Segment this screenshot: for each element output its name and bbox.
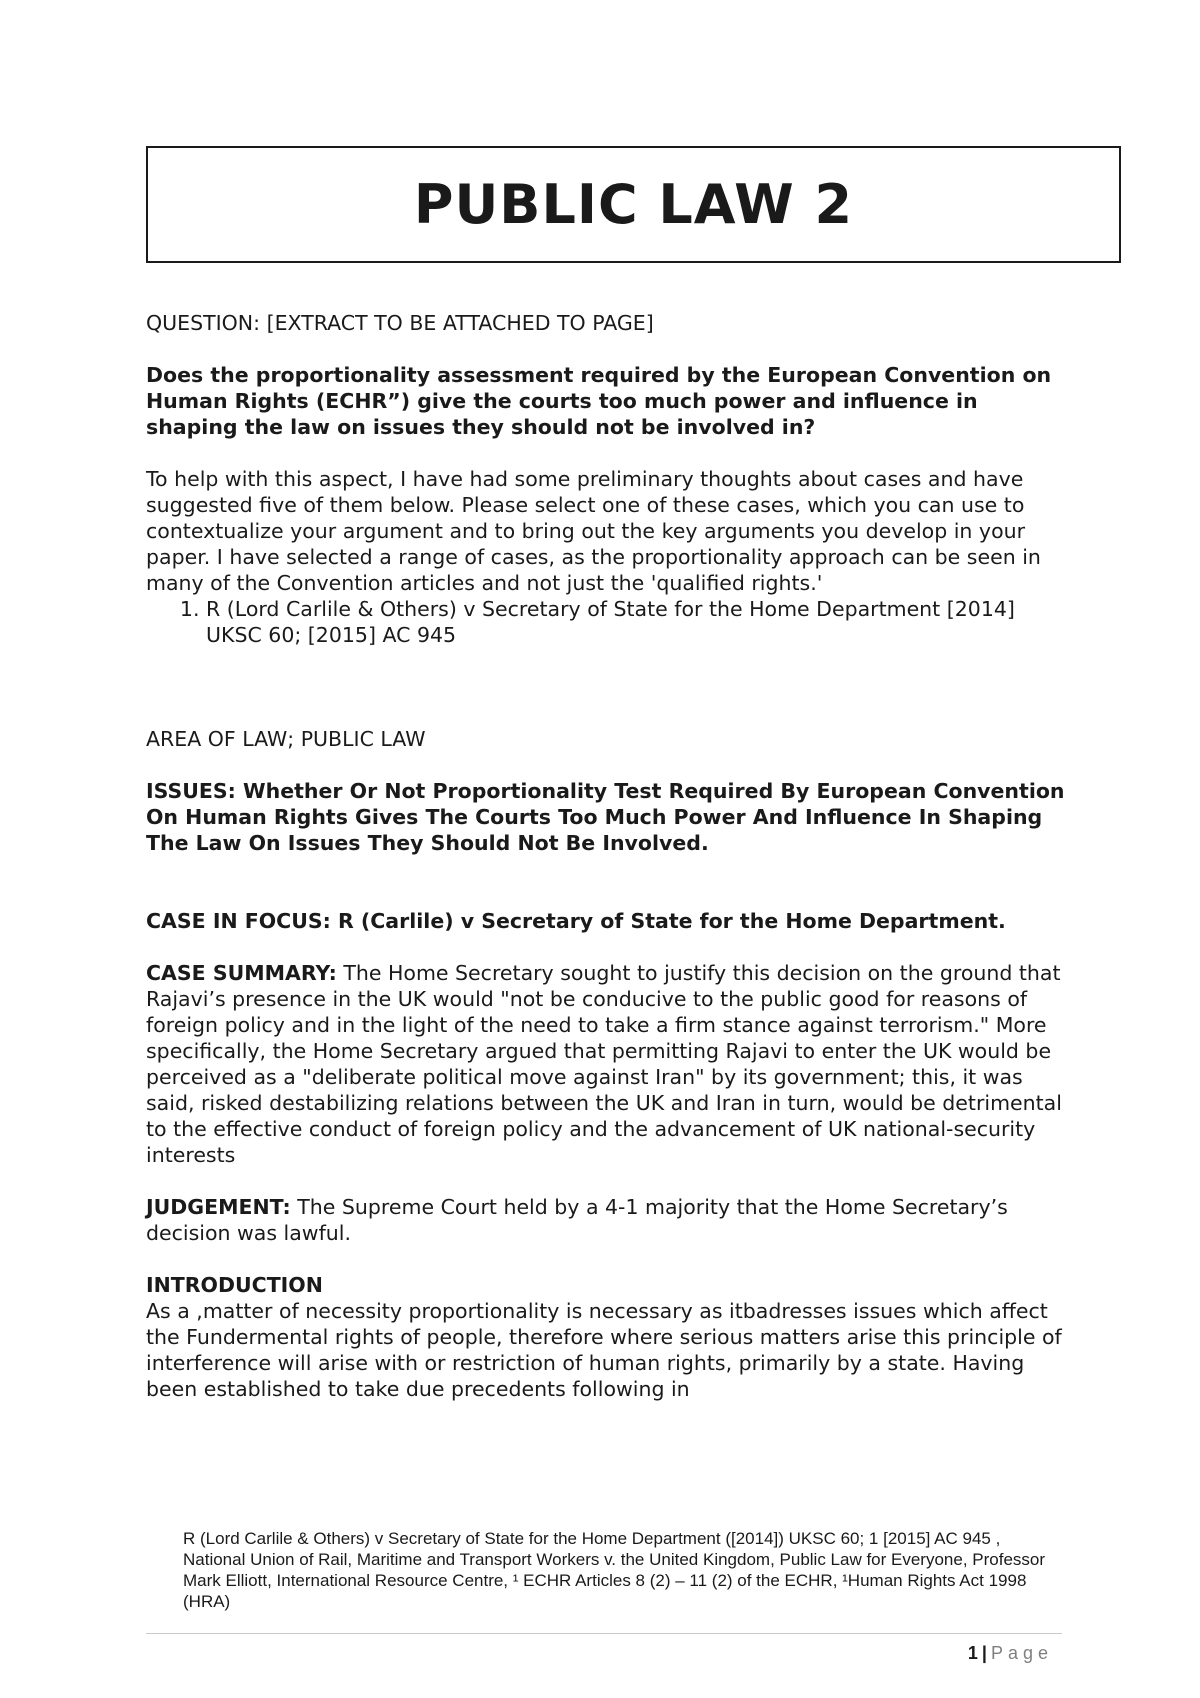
case-summary-label: CASE SUMMARY: [146,961,337,985]
document-title: PUBLIC LAW 2 [413,173,854,236]
case-list [146,596,1066,648]
page-number-separator: | [981,1643,987,1663]
question-text: Does the proportionality assessment required by the European Convention on Human Rights (ECHR”) give the courts too much power and influence in shaping the law on issues they should not be involved in? [146,363,1052,439]
case-summary [146,960,1066,1168]
case-summary-text: The Home Secretary sought to justify this decision on the ground that Rajavi’s presence in the UK would "not be conducive to the public good for reasons of foreign policy and in the light of the need to take a firm stance against terrorism." More specifically, the Home Secretary argued that permitting Rajavi to enter the UK would be perceived as a "deliberate political move against Iran" by its government; this, it was said, risked destabilizing relations between the UK and Iran in turn, would be detrimental to the effective conduct of foreign policy and the advancement of UK national-security interests [146,961,1062,1167]
title-box [146,146,1121,263]
issues-paragraph: ISSUES: Whether Or Not Proportionality Test Required By European Convention On Human Rights Gives The Courts Too Much Power And Influence In Shaping The Law On Issues They Should Not Be Involved. [146,779,1065,855]
document-body [146,310,1066,1402]
page-number [968,1643,1053,1664]
question-heading: QUESTION: [EXTRACT TO BE ATTACHED TO PAGE] [146,311,654,335]
page-label: Page [990,1643,1053,1663]
introduction-text: As a ,matter of necessity proportionality is necessary as itbadresses issues which affect the Fundermental rights of people, therefore where serious matters arise this principle of interference will arise with or restriction of human rights, primarily by a state. Having been established to take due precedents following in [146,1299,1062,1401]
judgement-label: JUDGEMENT: [146,1195,291,1219]
judgement [146,1194,1066,1246]
case-list-item: 1. R (Lord Carlile & Others) v Secretary of State for the Home Department [2014] UKSC 60; [2015] AC 945 [206,596,1066,648]
case-in-focus: CASE IN FOCUS: R (Carlile) v Secretary of State for the Home Department. [146,909,1006,933]
footnote: R (Lord Carlile & Others) v Secretary of State for the Home Department ([2014]) UKSC 60; 1 [2015] AC 945 , National Union of Rail, Maritime and Transport Workers v. the United Kingdom, Public Law for Everyone, Professor Mark Elliott, International Resource Centre, ¹ ECHR Articles 8 (2) – 11 (2) of the ECHR, ¹Human Rights Act 1998 (HRA) [183,1529,1046,1611]
footer-divider [146,1633,1062,1634]
introduction-heading: INTRODUCTION [146,1273,323,1297]
judgement-text: The Supreme Court held by a 4-1 majority that the Home Secretary’s decision was lawful. [146,1195,1008,1245]
intro-paragraph: To help with this aspect, I have had some preliminary thoughts about cases and have suggested five of them below. Please select one of these cases, which you can use to contextualize your argument and to bring out the key arguments you develop in your paper. I have selected a range of cases, as the proportionality approach can be seen in many of the Convention articles and not just the 'qualified rights.' [146,467,1041,595]
area-of-law: AREA OF LAW; PUBLIC LAW [146,727,426,751]
footnotes [183,1528,1063,1612]
page-number-value: 1 [967,1643,978,1663]
